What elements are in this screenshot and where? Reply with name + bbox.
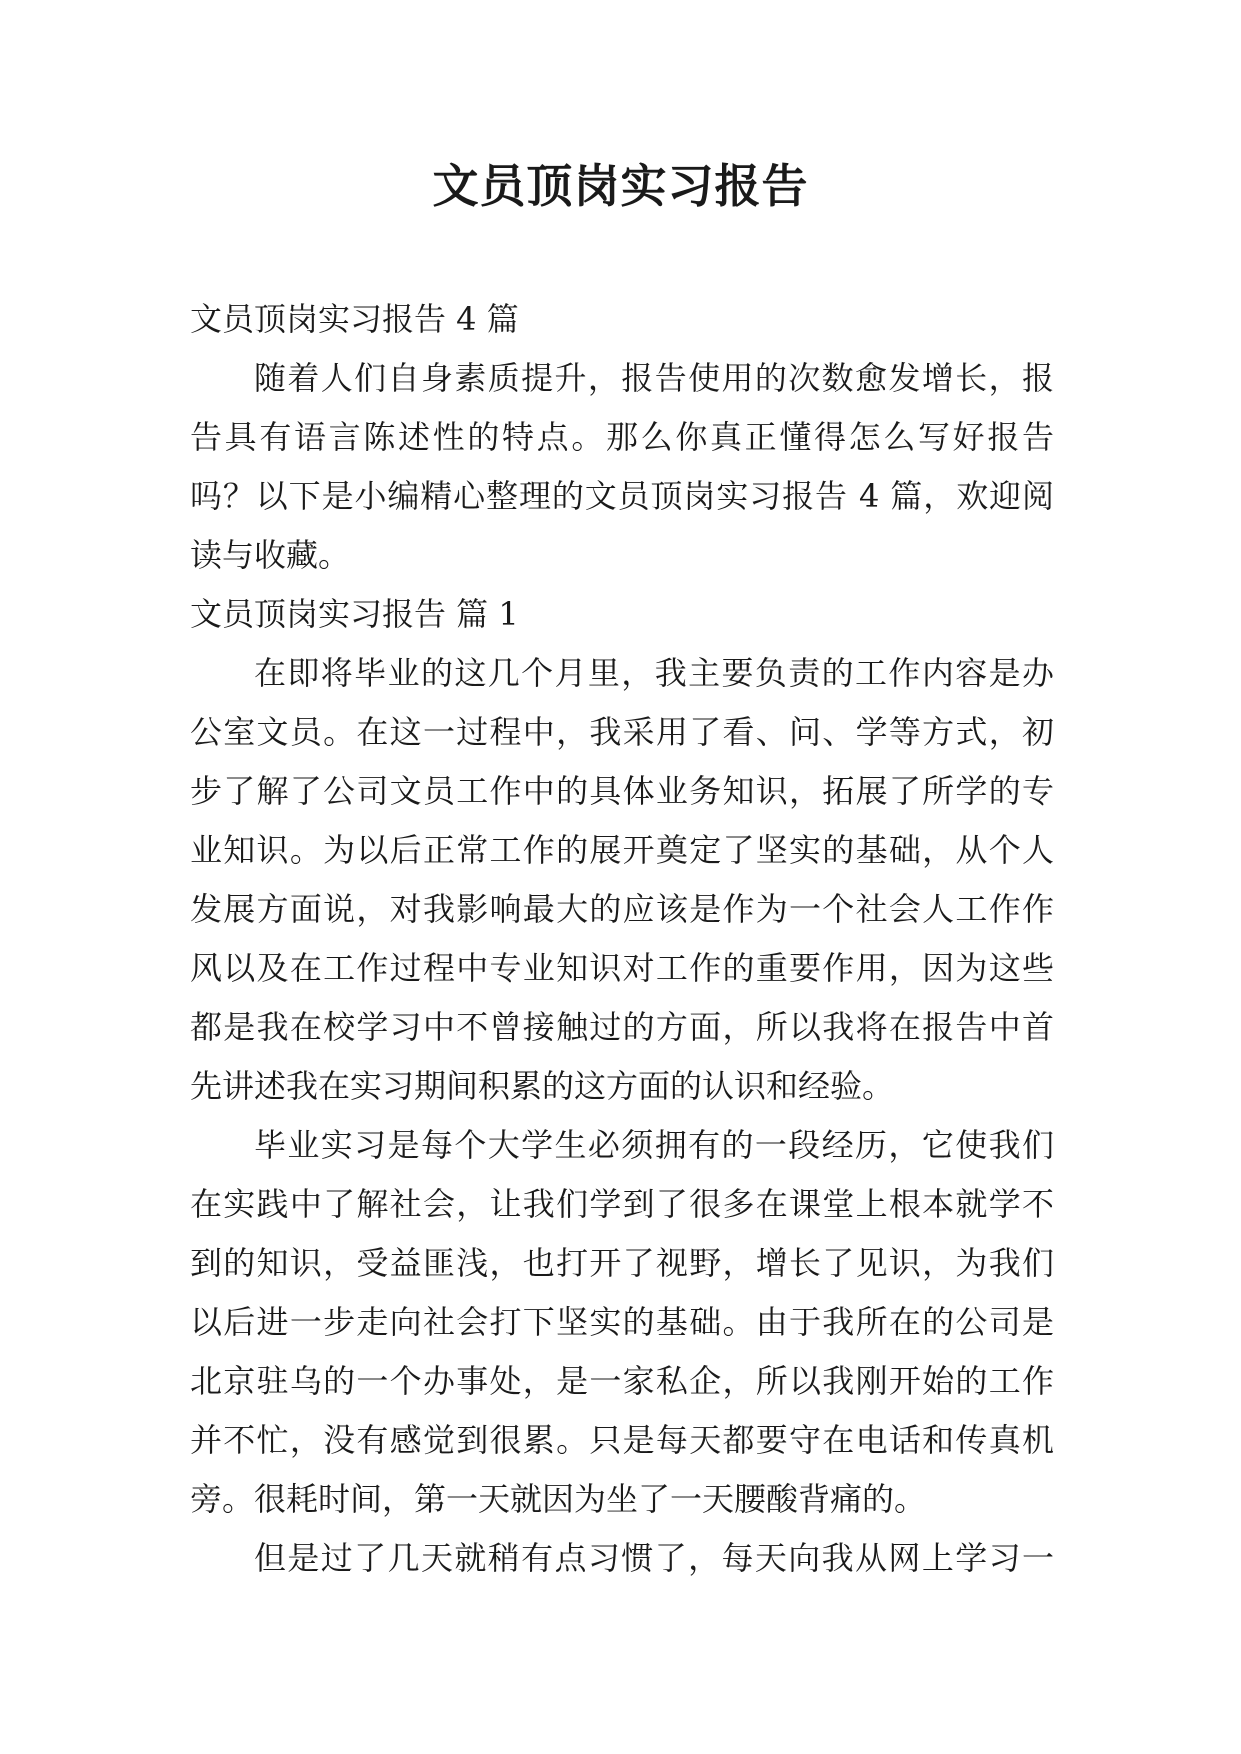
text-line: 告具有语言陈述性的特点。那么你真正懂得怎么写好报告 (190, 418, 1054, 456)
text-line: 但是过了几天就稍有点习惯了，每天向我从网上学习一 (254, 1539, 1054, 1577)
text-line: 毕业实习是每个大学生必须拥有的一段经历，它使我们 (254, 1126, 1054, 1164)
text-line: 风以及在工作过程中专业知识对工作的重要作用，因为这些 (190, 949, 1054, 987)
text-line: 旁。很耗时间，第一天就因为坐了一天腰酸背痛的。 (190, 1480, 927, 1518)
text-line: 都是我在校学习中不曾接触过的方面，所以我将在报告中首 (190, 1008, 1054, 1046)
text-line: 吗？以下是小编精心整理的文员顶岗实习报告 4 篇，欢迎阅 (190, 477, 1054, 515)
text-line: 公室文员。在这一过程中，我采用了看、问、学等方式，初 (190, 713, 1054, 751)
text-line: 在实践中了解社会，让我们学到了很多在课堂上根本就学不 (190, 1185, 1054, 1223)
text-line: 文员顶岗实习报告 4 篇 (190, 300, 519, 338)
text-line: 并不忙，没有感觉到很累。只是每天都要守在电话和传真机 (190, 1421, 1054, 1459)
text-line: 步了解了公司文员工作中的具体业务知识，拓展了所学的专 (190, 772, 1054, 810)
text-line: 文员顶岗实习报告 篇 1 (190, 595, 519, 633)
text-line: 在即将毕业的这几个月里，我主要负责的工作内容是办 (254, 654, 1054, 692)
text-line: 业知识。为以后正常工作的展开奠定了坚实的基础，从个人 (190, 831, 1054, 869)
text-line: 读与收藏。 (190, 536, 351, 574)
text-line: 北京驻乌的一个办事处，是一家私企，所以我刚开始的工作 (190, 1362, 1054, 1400)
text-line: 随着人们自身素质提升，报告使用的次数愈发增长，报 (254, 359, 1054, 397)
text-line: 发展方面说，对我影响最大的应该是作为一个社会人工作作 (190, 890, 1054, 928)
document-body (190, 290, 1054, 1588)
text-line: 以后进一步走向社会打下坚实的基础。由于我所在的公司是 (190, 1303, 1054, 1341)
document-title: 文员顶岗实习报告 (432, 159, 809, 213)
text-line: 到的知识，受益匪浅，也打开了视野，增长了见识，为我们 (190, 1244, 1054, 1282)
text-line: 先讲述我在实习期间积累的这方面的认识和经验。 (190, 1067, 895, 1105)
